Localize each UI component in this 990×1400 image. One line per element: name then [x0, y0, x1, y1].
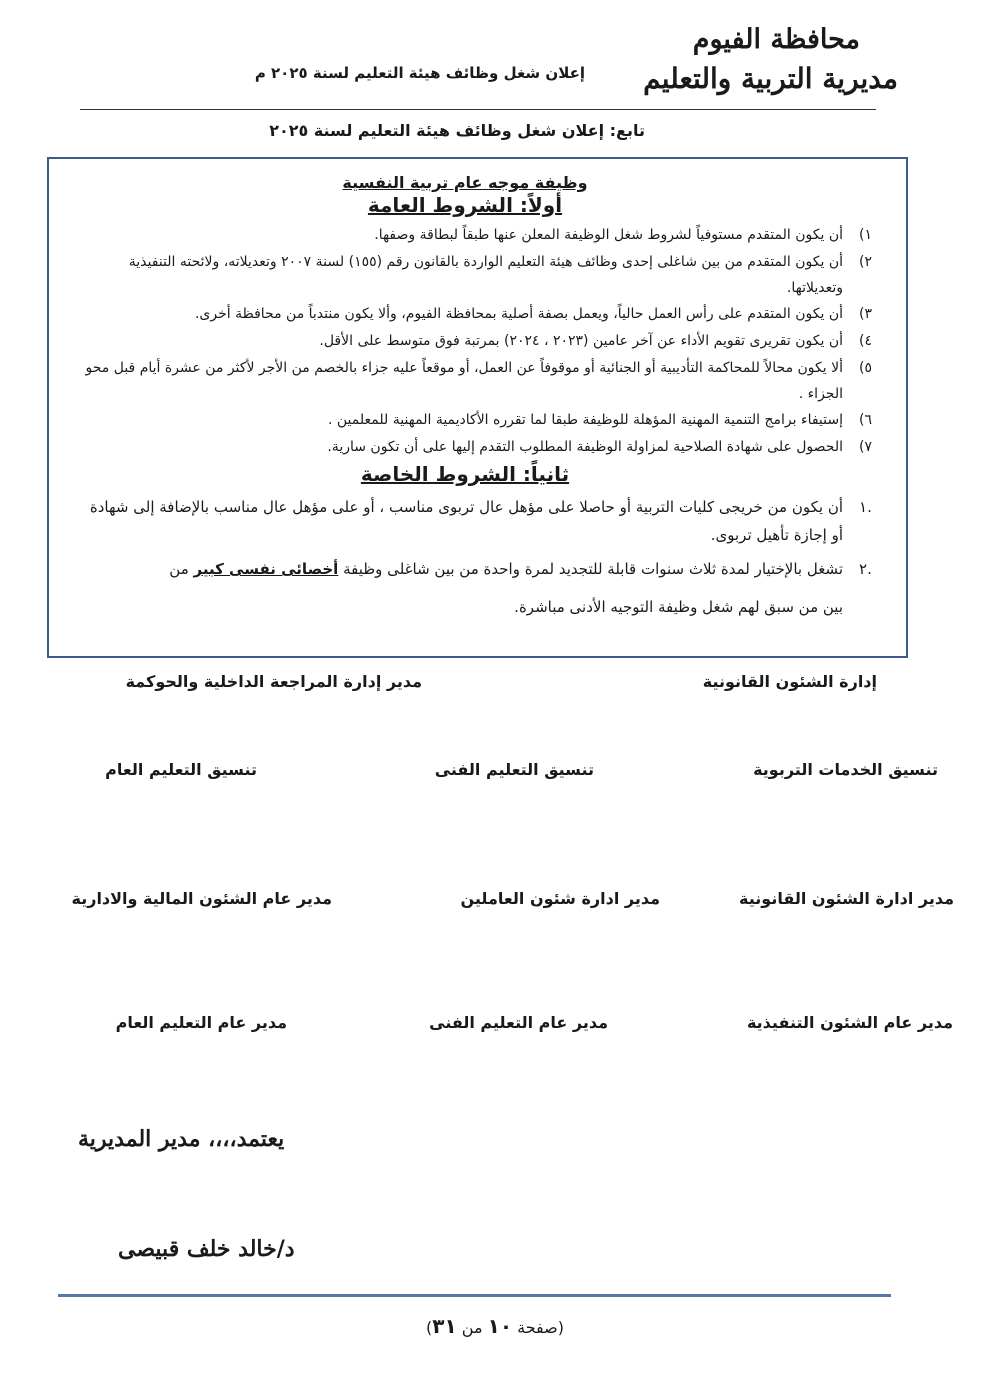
condition-number: ٦): [859, 412, 872, 428]
condition-text: أن يكون المتقدم على رأس العمل حالياً، ويعمل بصفة أصلية بمحافظة الفيوم، وألا يكون منتدباً من محافظة أخرى.: [194, 306, 843, 322]
position-name: أخصائى نفسى كبير: [193, 560, 339, 578]
signature-general-gm: مدير عام التعليم العام: [115, 1013, 287, 1032]
page-of: من: [461, 1318, 483, 1337]
general-condition-5: [79, 355, 872, 407]
signature-general-education: تنسيق التعليم العام: [105, 760, 257, 779]
page-suffix: ): [426, 1318, 433, 1337]
condition-number: ١): [859, 227, 872, 243]
governorate-title: محافظة الفيوم: [692, 24, 860, 55]
condition-text: ألا يكون محالاً للمحاكمة التأديبية أو الجنائية أو موقوفاً عن العمل، أو موقعاً عليه جزاء بالخصم من الأجر لأكثر من عشرة أيام قبل محو الجزاء .: [85, 360, 843, 402]
condition-number: ٢): [859, 254, 872, 270]
condition-number: .٢: [859, 560, 872, 578]
page-number: [0, 1314, 990, 1338]
signature-technical-gm: مدير عام التعليم الفنى: [429, 1013, 608, 1032]
page-prefix: (صفحة: [517, 1318, 564, 1337]
signature-technical-education: تنسيق التعليم الفنى: [434, 760, 594, 779]
condition-text: أن يكون تقريرى تقويم الأداء عن آخر عامين (٢٠٢٣ ، ٢٠٢٤) بمرتبة فوق متوسط على الأقل.: [319, 333, 843, 349]
special-condition-2: [79, 555, 872, 583]
special-condition-1: [79, 493, 872, 549]
announcement-header: إعلان شغل وظائف هيئة التعليم لسنة ٢٠٢٥ م: [254, 64, 585, 82]
condition-number: .١: [859, 498, 872, 516]
signature-legal-affairs-admin: إدارة الشئون القانونية: [702, 672, 877, 691]
general-conditions-heading: أولاً: الشروط العامة: [367, 193, 563, 217]
condition-number: ٤): [859, 333, 872, 349]
general-condition-4: [79, 328, 872, 355]
footer-divider: [58, 1294, 891, 1297]
signature-personnel-director: مدير ادارة شئون العاملين: [460, 889, 660, 908]
general-condition-1: [79, 222, 872, 249]
general-condition-7: [79, 434, 872, 461]
special-conditions-heading: ثانياً: الشروط الخاصة: [360, 462, 570, 486]
director-name: د/خالد خلف قبيصى: [118, 1236, 295, 1262]
page-current: ١٠: [487, 1314, 513, 1338]
condition-text: أن يكون المتقدم من بين شاغلى إحدى وظائف هيئة التعليم الواردة بالقانون رقم (١٥٥) لسنة ٢٠٠٧ وتعديلاته، ولائحته التنفيذية وتعديلاتها.: [128, 254, 843, 296]
page-total: ٣١: [432, 1314, 457, 1338]
condition-text: تشغل بالإختيار لمدة ثلاث سنوات قابلة للتجديد لمرة واحدة من بين شاغلى وظيفة: [338, 560, 843, 578]
signature-internal-audit-director: مدير إدارة المراجعة الداخلية والحوكمة: [125, 672, 422, 691]
job-title: وظيفة موجه عام تربية النفسية: [342, 173, 588, 192]
condition-text: بين من سبق لهم شغل وظيفة التوجيه الأدنى مباشرة.: [514, 598, 843, 616]
general-condition-2: [79, 249, 872, 301]
job-conditions-box: [47, 157, 908, 658]
condition-text: أن يكون من خريجى كليات التربية أو حاصلا على مؤهل عال تربوى مناسب ، أو على مؤهل عال مناسب بالإضافة إلى شهادة أو إجازة تأهيل تربوى.: [89, 498, 843, 544]
condition-text: الحصول على شهادة الصلاحية لمزاولة الوظيفة المطلوب التقدم إليها على أن تكون سارية.: [327, 439, 843, 455]
signature-finance-gm: مدير عام الشئون المالية والادارية: [71, 889, 332, 908]
continued-heading: تابع: إعلان شغل وظائف هيئة التعليم لسنة ٢٠٢٥: [269, 121, 645, 140]
directorate-title: مديرية التربية والتعليم: [643, 62, 898, 95]
condition-number: ٥): [859, 360, 872, 376]
condition-number: ٣): [859, 306, 872, 322]
condition-text: من: [169, 560, 194, 578]
general-condition-6: [79, 407, 872, 434]
header-divider: [80, 109, 876, 110]
signature-executive-gm: مدير عام الشئون التنفيذية: [746, 1013, 953, 1032]
condition-number: ٧): [859, 439, 872, 455]
special-condition-2-continued: [79, 593, 851, 621]
signature-legal-affairs-director: مدير ادارة الشئون القانونية: [739, 889, 954, 908]
condition-text: إستيفاء برامج التنمية المهنية المؤهلة للوظيفة طبقا لما تقرره الأكاديمية المهنية للمعلمين .: [328, 412, 843, 428]
signature-educational-services: تنسيق الخدمات التربوية: [753, 760, 938, 779]
general-condition-3: [79, 301, 872, 328]
approval-line: يعتمد،،،، مدير المديرية: [78, 1126, 285, 1152]
condition-text: أن يكون المتقدم مستوفياً لشروط شغل الوظيفة المعلن عنها طبقاً لبطاقة وصفها.: [374, 227, 843, 243]
